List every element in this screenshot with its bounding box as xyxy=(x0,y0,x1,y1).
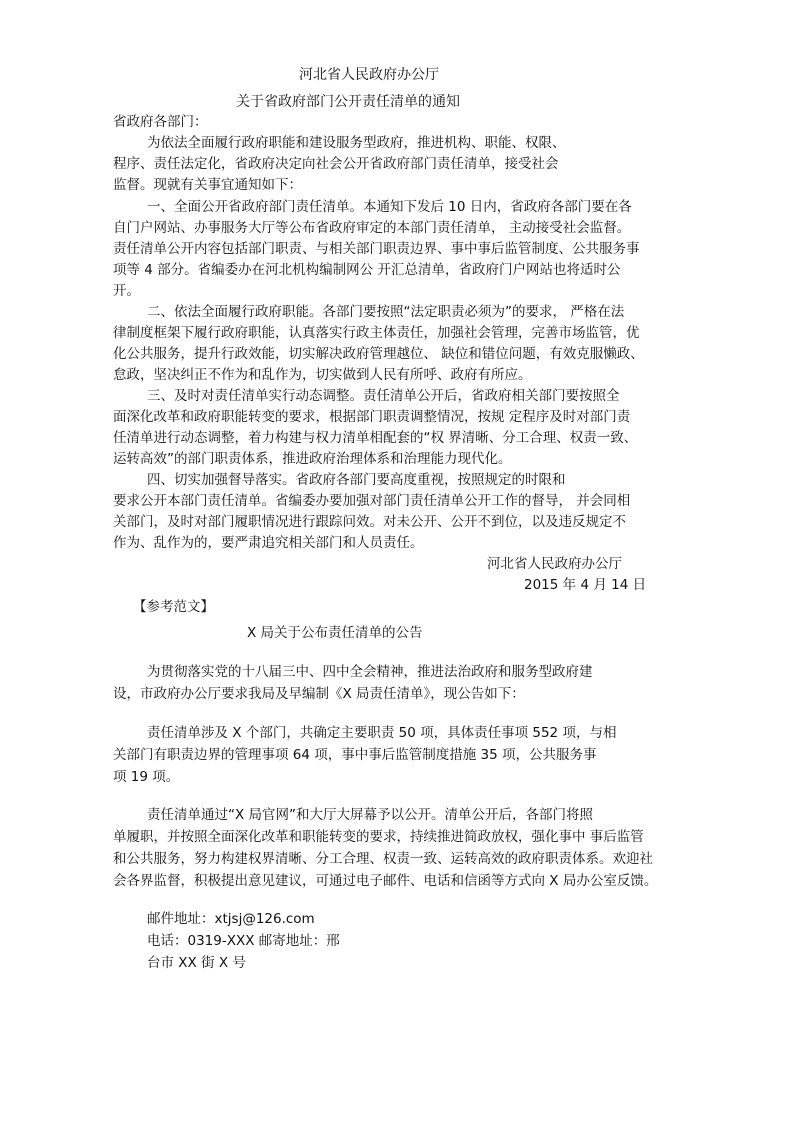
contact-address: 台市 XX 街 X 号 xyxy=(147,955,246,971)
section-2-line: 怠政，坚决纠正不作为和乱作为，切实做到人民有所呼、政府有所应。 xyxy=(113,367,532,383)
section-1-line: 一、全面公开省政府部门责任清单。本通知下发后 10 日内，省政府各部门要在各 xyxy=(147,199,632,215)
reference-paragraph-line: 责任清单涉及 X 个部门，共确定主要职责 50 项，具体责任事项 552 项，与相 xyxy=(147,725,617,741)
section-1-line: 责任清单公开内容包括部门职责、与相关部门职责边界、事中事后监管制度、公共服务事 xyxy=(113,241,640,257)
notice-title: 关于省政府部门公开责任清单的通知 xyxy=(236,94,460,110)
section-3-line: 面深化改革和政府职能转变的要求，根据部门职责调整情况，按规 定程序及时对部门责 xyxy=(113,409,631,425)
reference-label: 【参考范文】 xyxy=(133,599,214,615)
signature-date: 2015 年 4 月 14 日 xyxy=(524,577,647,593)
reference-paragraph-line: 单履职，并按照全面深化改革和职能转变的要求，持续推进简政放权，强化事中 事后监管 xyxy=(113,829,644,845)
reference-paragraph-line: 会各界监督，积极提出意见建议，可通过电子邮件、电话和信函等方式向 X 局办公室反馈。 xyxy=(113,873,658,889)
section-3-line: 任清单进行动态调整，着力构建与权力清单相配套的“权 界清晰、分工合理、权责一致、 xyxy=(113,430,638,446)
intro-line: 为依法全面履行政府职能和建设服务型政府，推进机构、职能、权限、 xyxy=(147,135,566,151)
reference-paragraph-line: 设，市政府办公厅要求我局及早编制《X 局责任清单》，现公告如下： xyxy=(113,686,525,702)
section-1-line: 开。 xyxy=(113,283,140,299)
reference-paragraph-line: 关部门有职责边界的管理事项 64 项，事中事后监管制度措施 35 项，公共服务事 xyxy=(113,747,597,763)
contact-phone-address: 电话：0319-XXX 邮寄地址：邢 xyxy=(147,933,340,949)
reference-paragraph-line: 责任清单通过“X 局官网”和大厅大屏幕予以公开。清单公开后，各部门将照 xyxy=(147,807,594,823)
section-1-line: 项等 4 部分。省编委办在河北机构编制网公 开汇总清单，省政府门户网站也将适时公 xyxy=(113,262,621,278)
section-4-line: 要求公开本部门责任清单。省编委办要加强对部门责任清单公开工作的督导， 并会同相 xyxy=(113,493,631,509)
issuer-title: 河北省人民政府办公厅 xyxy=(299,67,439,83)
section-4-line: 关部门，及时对部门履职情况进行跟踪问效。对未公开、公开不到位，以及违反规定不 xyxy=(113,514,626,530)
salutation: 省政府各部门： xyxy=(113,114,208,130)
section-2-line: 化公共服务，提升行政效能，切实解决政府管理越位、 缺位和错位问题，有效克服懒政、 xyxy=(113,346,644,362)
signature-issuer: 河北省人民政府办公厅 xyxy=(487,556,622,572)
reference-paragraph-line: 项 19 项。 xyxy=(113,769,180,785)
section-4-line: 作为、乱作为的，要严肃追究相关部门和人员责任。 xyxy=(113,535,424,551)
reference-paragraph-line: 为贯彻落实党的十八届三中、四中全会精神，推进法治政府和服务型政府建 xyxy=(147,664,593,680)
section-2-line: 二、依法全面履行政府职能。各部门要按照“法定职责必须为”的要求， 严格在法 xyxy=(147,304,625,320)
section-4-line: 四、切实加强督导落实。省政府各部门要高度重视，按照规定的时限和 xyxy=(147,472,566,488)
reference-title: X 局关于公布责任清单的公告 xyxy=(247,625,423,641)
section-1-line: 自门户网站、办事服务大厅等公布省政府审定的本部门责任清单， 主动接受社会监督。 xyxy=(113,220,631,236)
section-3-line: 三、及时对责任清单实行动态调整。责任清单公开后，省政府相关部门要按照全 xyxy=(147,388,620,404)
intro-line: 程序、责任法定化，省政府决定向社会公开省政府部门责任清单，接受社会 xyxy=(113,156,559,172)
section-3-line: 运转高效”的部门职责体系，推进政府治理体系和治理能力现代化。 xyxy=(113,451,512,467)
intro-line: 监督。现就有关事宜通知如下： xyxy=(113,177,302,193)
section-2-line: 律制度框架下履行政府职能，认真落实行政主体责任，加强社会管理，完善市场监管，优 xyxy=(113,325,640,341)
reference-paragraph-line: 和公共服务，努力构建权界清晰、分工合理、权责一致、运转高效的政府职责体系。欢迎社 xyxy=(113,851,653,867)
contact-email: 邮件地址：xtjsj@126.com xyxy=(147,911,315,927)
